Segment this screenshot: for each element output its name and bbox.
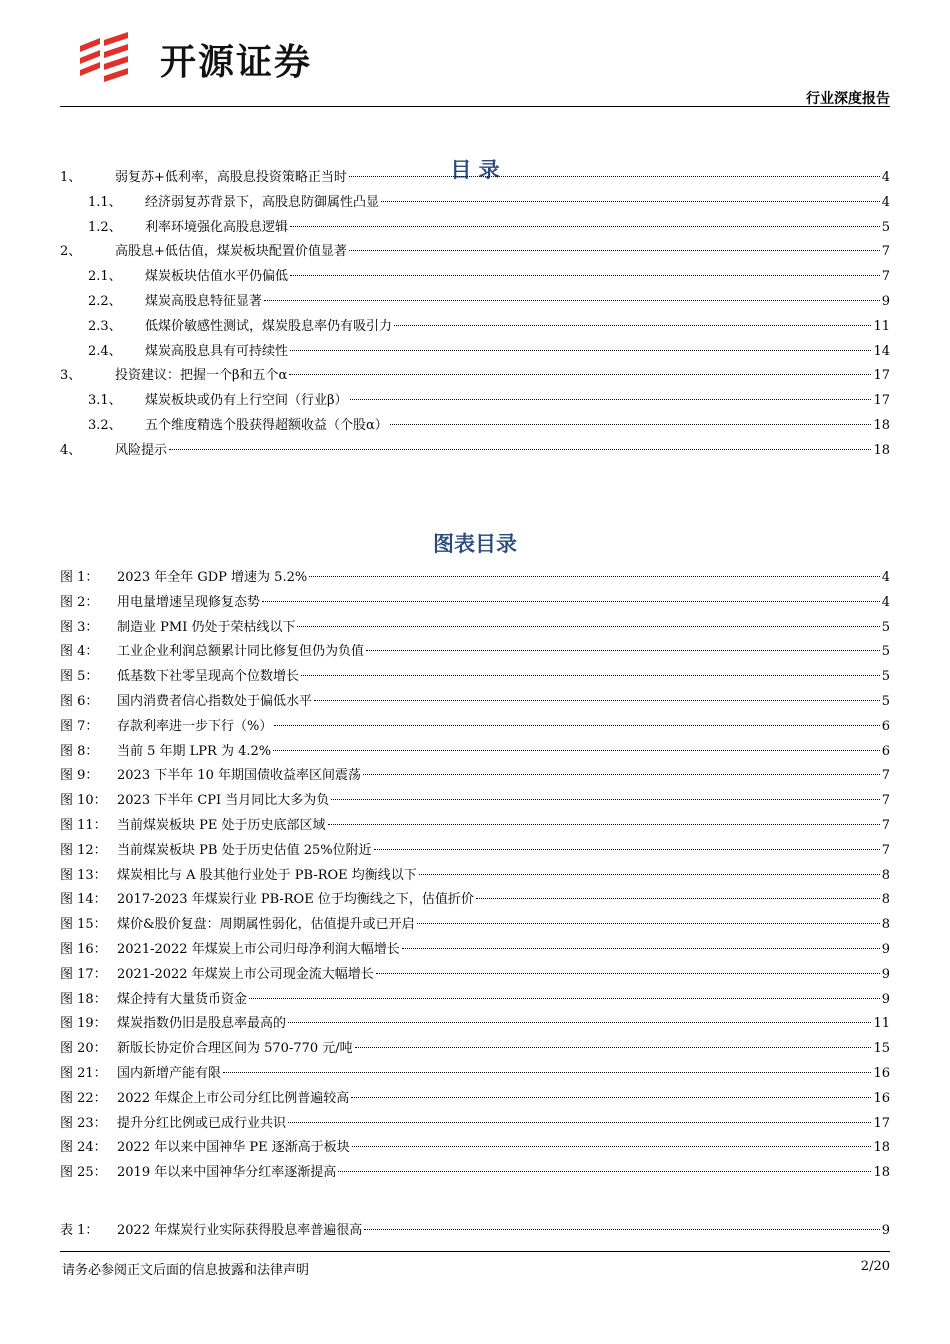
- footer-disclaimer: 请务必参阅正文后面的信息披露和法律声明: [62, 1263, 310, 1278]
- toc-entry-page: 7: [881, 244, 890, 260]
- figure-entry-number: 图 5：: [60, 669, 99, 685]
- figure-entry[interactable]: [60, 740, 890, 765]
- figure-entry-page: 7: [881, 793, 890, 809]
- figure-entry-page: 9: [881, 941, 890, 957]
- dot-leader: [249, 998, 880, 999]
- dot-leader: [338, 1171, 871, 1172]
- figure-entry[interactable]: [60, 640, 890, 665]
- dot-leader: [331, 799, 879, 800]
- toc-entry[interactable]: [60, 290, 890, 315]
- figure-entry-title: 提升分红比例或已成行业共识: [117, 1115, 287, 1131]
- figure-entry-title: 国内消费者信心指数处于偏低水平: [117, 693, 313, 709]
- figure-entry-number: 图 22：: [60, 1090, 107, 1106]
- logo-text: 开源证券: [160, 42, 313, 83]
- figure-entry-title: 2022 年煤企上市公司分红比例普遍较高: [117, 1090, 350, 1106]
- toc-entry-title: 低煤价敏感性测试，煤炭股息率仍有吸引力: [145, 318, 393, 334]
- toc-entry-page: 18: [873, 442, 890, 458]
- figure-entry-title: 制造业 PMI 仍处于荣枯线以下: [117, 619, 296, 635]
- dot-leader: [314, 700, 880, 701]
- figure-entry-title: 工业企业利润总额累计同比修复但仍为负值: [117, 644, 365, 660]
- toc-entry[interactable]: [60, 340, 890, 365]
- figure-entry-title: 2022 年以来中国神华 PE 逐渐高于板块: [117, 1140, 350, 1156]
- figure-entry[interactable]: [60, 963, 890, 988]
- figure-entry-title: 煤炭指数仍旧是股息率最高的: [117, 1016, 287, 1032]
- figure-entry-number: 图 12：: [60, 842, 107, 858]
- dot-leader: [381, 201, 880, 202]
- figures-title: 图表目录: [433, 532, 517, 556]
- toc-entry-page: 17: [873, 393, 890, 409]
- toc-entry-number: 1、: [60, 170, 82, 185]
- toc-entry[interactable]: [60, 216, 890, 241]
- company-logo: [78, 30, 358, 85]
- figure-entry-title: 2023 下半年 CPI 当月同比大多为负: [117, 793, 330, 809]
- dot-leader: [274, 725, 879, 726]
- figure-entry[interactable]: [60, 789, 890, 814]
- toc-title: 目 录: [450, 158, 500, 182]
- toc-entry-title: 投资建议：把握一个β和五个α: [115, 368, 288, 384]
- table-entry[interactable]: [60, 1219, 890, 1244]
- figure-entry-title: 2021-2022 年煤炭上市公司归母净利润大幅增长: [117, 941, 400, 957]
- figure-entry[interactable]: [60, 566, 890, 591]
- figure-entry-number: 图 8：: [60, 743, 99, 759]
- figure-entry-title: 低基数下社零呈现高个位数增长: [117, 669, 300, 685]
- figure-entry-page: 8: [881, 867, 890, 883]
- toc-entry-number: 1.1、: [88, 194, 122, 210]
- figures-list: [60, 566, 890, 1186]
- figure-entry[interactable]: [60, 1037, 890, 1062]
- figure-entry[interactable]: [60, 1062, 890, 1087]
- figure-entry-title: 用电量增速呈现修复态势: [117, 594, 261, 610]
- toc-entry-title: 风险提示: [115, 442, 168, 458]
- figure-entry-title: 2021-2022 年煤炭上市公司现金流大幅增长: [117, 966, 374, 982]
- figure-entry[interactable]: [60, 764, 890, 789]
- dot-leader: [288, 1022, 871, 1023]
- figure-entry-title: 当前 5 年期 LPR 为 4.2%: [117, 743, 272, 759]
- toc-entry-title: 经济弱复苏背景下，高股息防御属性凸显: [145, 194, 380, 210]
- dot-leader: [328, 824, 880, 825]
- report-type-label: 行业深度报告: [806, 91, 890, 107]
- figure-entry-title: 煤企持有大量货币资金: [117, 991, 248, 1007]
- dot-leader: [290, 350, 871, 351]
- dot-leader: [309, 576, 880, 577]
- figure-entry-number: 图 7：: [60, 718, 99, 734]
- figure-entry-number: 图 2：: [60, 594, 99, 610]
- dot-leader: [417, 923, 880, 924]
- dot-leader: [169, 449, 871, 450]
- toc-entry-title: 利率环境强化高股息逻辑: [145, 219, 289, 235]
- figure-entry-number: 图 19：: [60, 1016, 107, 1032]
- figure-entry-page: 7: [881, 842, 890, 858]
- dot-leader: [363, 774, 880, 775]
- figure-entry[interactable]: [60, 616, 890, 641]
- figure-entry-number: 图 17：: [60, 966, 107, 982]
- dot-leader: [290, 275, 880, 276]
- dot-leader: [301, 675, 880, 676]
- toc-entry[interactable]: [60, 315, 890, 340]
- figure-entry[interactable]: [60, 938, 890, 963]
- dot-leader: [390, 424, 872, 425]
- toc-entry-number: 2.2、: [88, 293, 122, 309]
- dot-leader: [289, 374, 871, 375]
- figure-entry-number: 图 15：: [60, 917, 107, 933]
- figure-entry[interactable]: [60, 591, 890, 616]
- toc-entry-title: 煤炭高股息特征显著: [145, 293, 263, 309]
- toc-entry-number: 2.1、: [88, 269, 122, 285]
- dot-leader: [374, 849, 880, 850]
- figure-entry-page: 8: [881, 917, 890, 933]
- figure-entry-title: 2017-2023 年煤炭行业 PB-ROE 位于均衡线之下，估值折价: [117, 892, 474, 908]
- figure-entry-page: 6: [881, 743, 890, 759]
- logo-mark-icon: [78, 30, 148, 85]
- toc-entry-title: 高股息+低估值，煤炭板块配置价值显著: [115, 244, 347, 260]
- header-divider: [60, 106, 890, 107]
- toc-entry[interactable]: [60, 265, 890, 290]
- figure-entry-page: 4: [881, 594, 890, 610]
- toc-entry-page: 4: [881, 170, 890, 185]
- figure-entry-page: 15: [873, 1041, 890, 1057]
- toc-entry-number: 2.3、: [88, 318, 122, 334]
- figure-entry[interactable]: [60, 1136, 890, 1161]
- dot-leader: [223, 1072, 871, 1073]
- figure-entry-title: 2023 年全年 GDP 增速为 5.2%: [117, 570, 308, 585]
- figure-entry-title: 当前煤炭板块 PE 处于历史底部区域: [117, 817, 326, 833]
- dot-leader: [290, 226, 880, 227]
- figure-entry-title: 煤价&股价复盘：周期属性弱化，估值提升或已开启: [117, 917, 415, 933]
- toc-entry-number: 3、: [60, 368, 82, 384]
- dot-leader: [349, 176, 880, 177]
- toc-entry-title: 弱复苏+低利率，高股息投资策略正当时: [115, 170, 347, 185]
- dot-leader: [351, 1097, 871, 1098]
- dot-leader: [355, 1047, 872, 1048]
- toc-entry-number: 4、: [60, 442, 82, 458]
- dot-leader: [273, 750, 880, 751]
- figure-entry-page: 8: [881, 892, 890, 908]
- dot-leader: [419, 874, 880, 875]
- figure-entry[interactable]: [60, 1087, 890, 1112]
- tables-list: [60, 1219, 890, 1244]
- toc-entry[interactable]: [60, 389, 890, 414]
- figure-entry[interactable]: [60, 864, 890, 889]
- dot-leader: [376, 973, 880, 974]
- table-entry-number: 表 1：: [60, 1223, 99, 1238]
- figure-entry-number: 图 10：: [60, 793, 107, 809]
- figure-entry-title: 2019 年以来中国神华分红率逐渐提高: [117, 1165, 337, 1181]
- figure-entry-number: 图 6：: [60, 693, 99, 709]
- toc-entry-title: 五个维度精选个股获得超额收益（个股α）: [145, 417, 388, 433]
- toc-entry-title: 煤炭高股息具有可持续性: [145, 343, 289, 359]
- figure-entry-page: 4: [881, 570, 890, 585]
- toc-entry[interactable]: [60, 166, 890, 191]
- figure-entry-number: 图 24：: [60, 1140, 107, 1156]
- dot-leader: [288, 1122, 871, 1123]
- figure-entry-title: 煤炭相比与 A 股其他行业处于 PB-ROE 均衡线以下: [117, 867, 417, 883]
- figure-entry-number: 图 3：: [60, 619, 99, 635]
- figure-entry-page: 17: [873, 1115, 890, 1131]
- toc-entry-page: 4: [881, 194, 890, 210]
- dot-leader: [262, 601, 880, 602]
- figure-entry[interactable]: [60, 1161, 890, 1186]
- dot-leader: [297, 626, 879, 627]
- figure-entry[interactable]: [60, 690, 890, 715]
- toc-list: [60, 166, 890, 464]
- figure-entry-title: 2023 下半年 10 年期国债收益率区间震荡: [117, 768, 362, 784]
- footer-divider: [60, 1251, 890, 1252]
- toc-entry-title: 煤炭板块估值水平仍偏低: [145, 269, 289, 285]
- figure-entry[interactable]: [60, 1012, 890, 1037]
- toc-entry-number: 2.4、: [88, 343, 122, 359]
- figure-entry-title: 当前煤炭板块 PB 处于历史估值 25%位附近: [117, 842, 372, 858]
- figure-entry-title: 存款利率进一步下行（%）: [117, 718, 273, 734]
- toc-entry-page: 14: [873, 343, 890, 359]
- figure-entry[interactable]: [60, 665, 890, 690]
- figure-entry[interactable]: [60, 814, 890, 839]
- figure-entry-page: 9: [881, 966, 890, 982]
- toc-entry-title: 煤炭板块或仍有上行空间（行业β）: [145, 393, 348, 409]
- figure-entry-number: 图 13：: [60, 867, 107, 883]
- figure-entry-page: 5: [881, 644, 890, 660]
- figure-entry[interactable]: [60, 715, 890, 740]
- figure-entry-number: 图 18：: [60, 991, 107, 1007]
- figure-entry-page: 16: [873, 1065, 890, 1081]
- figure-entry-number: 图 1：: [60, 570, 99, 585]
- toc-entry-page: 5: [881, 219, 890, 235]
- table-entry-title: 2022 年煤炭行业实际获得股息率普遍很高: [117, 1223, 363, 1238]
- dot-leader: [264, 300, 880, 301]
- figure-entry[interactable]: [60, 839, 890, 864]
- figure-entry[interactable]: [60, 1112, 890, 1137]
- figure-entry-title: 国内新增产能有限: [117, 1065, 222, 1081]
- figure-entry-page: 9: [881, 991, 890, 1007]
- figure-entry-page: 18: [873, 1165, 890, 1181]
- figure-entry-number: 图 20：: [60, 1041, 107, 1057]
- toc-entry[interactable]: [60, 240, 890, 265]
- figure-entry-page: 5: [881, 693, 890, 709]
- dot-leader: [394, 325, 871, 326]
- dot-leader: [402, 948, 880, 949]
- toc-entry-number: 3.1、: [88, 393, 122, 409]
- toc-entry[interactable]: [60, 364, 890, 389]
- figure-entry-page: 7: [881, 817, 890, 833]
- figure-entry-number: 图 4：: [60, 644, 99, 660]
- figure-entry-number: 图 11：: [60, 817, 107, 833]
- figure-entry-page: 5: [881, 619, 890, 635]
- table-entry-page: 9: [881, 1223, 890, 1238]
- toc-entry-number: 3.2、: [88, 417, 122, 433]
- figure-entry-number: 图 9：: [60, 768, 99, 784]
- figure-entry[interactable]: [60, 988, 890, 1013]
- dot-leader: [366, 650, 880, 651]
- figure-entry-number: 图 23：: [60, 1115, 107, 1131]
- figure-entry-page: 6: [881, 718, 890, 734]
- toc-entry-page: 11: [873, 318, 890, 334]
- figure-entry-page: 7: [881, 768, 890, 784]
- toc-entry-number: 1.2、: [88, 219, 122, 235]
- toc-entry-page: 9: [881, 293, 890, 309]
- figure-entry-number: 图 21：: [60, 1065, 107, 1081]
- figure-entry-number: 图 16：: [60, 941, 107, 957]
- figure-entry-page: 5: [881, 669, 890, 685]
- figure-entry-title: 新版长协定价合理区间为 570-770 元/吨: [117, 1041, 353, 1057]
- dot-leader: [350, 399, 872, 400]
- figure-entry-number: 图 14：: [60, 892, 107, 908]
- toc-entry-number: 2、: [60, 244, 82, 260]
- dot-leader: [352, 1146, 872, 1147]
- toc-entry-page: 17: [873, 368, 890, 384]
- figure-entry-page: 11: [873, 1016, 890, 1032]
- figure-entry[interactable]: [60, 888, 890, 913]
- figure-entry[interactable]: [60, 913, 890, 938]
- toc-entry-page: 7: [881, 269, 890, 285]
- dot-leader: [364, 1229, 880, 1230]
- page-number: 2/20: [860, 1259, 890, 1274]
- toc-entry[interactable]: [60, 191, 890, 216]
- figure-entry-page: 18: [873, 1140, 890, 1156]
- toc-entry[interactable]: [60, 414, 890, 439]
- toc-entry[interactable]: [60, 439, 890, 464]
- figure-entry-page: 16: [873, 1090, 890, 1106]
- figure-entry-number: 图 25：: [60, 1165, 107, 1181]
- dot-leader: [476, 898, 880, 899]
- toc-entry-page: 18: [873, 417, 890, 433]
- dot-leader: [349, 250, 880, 251]
